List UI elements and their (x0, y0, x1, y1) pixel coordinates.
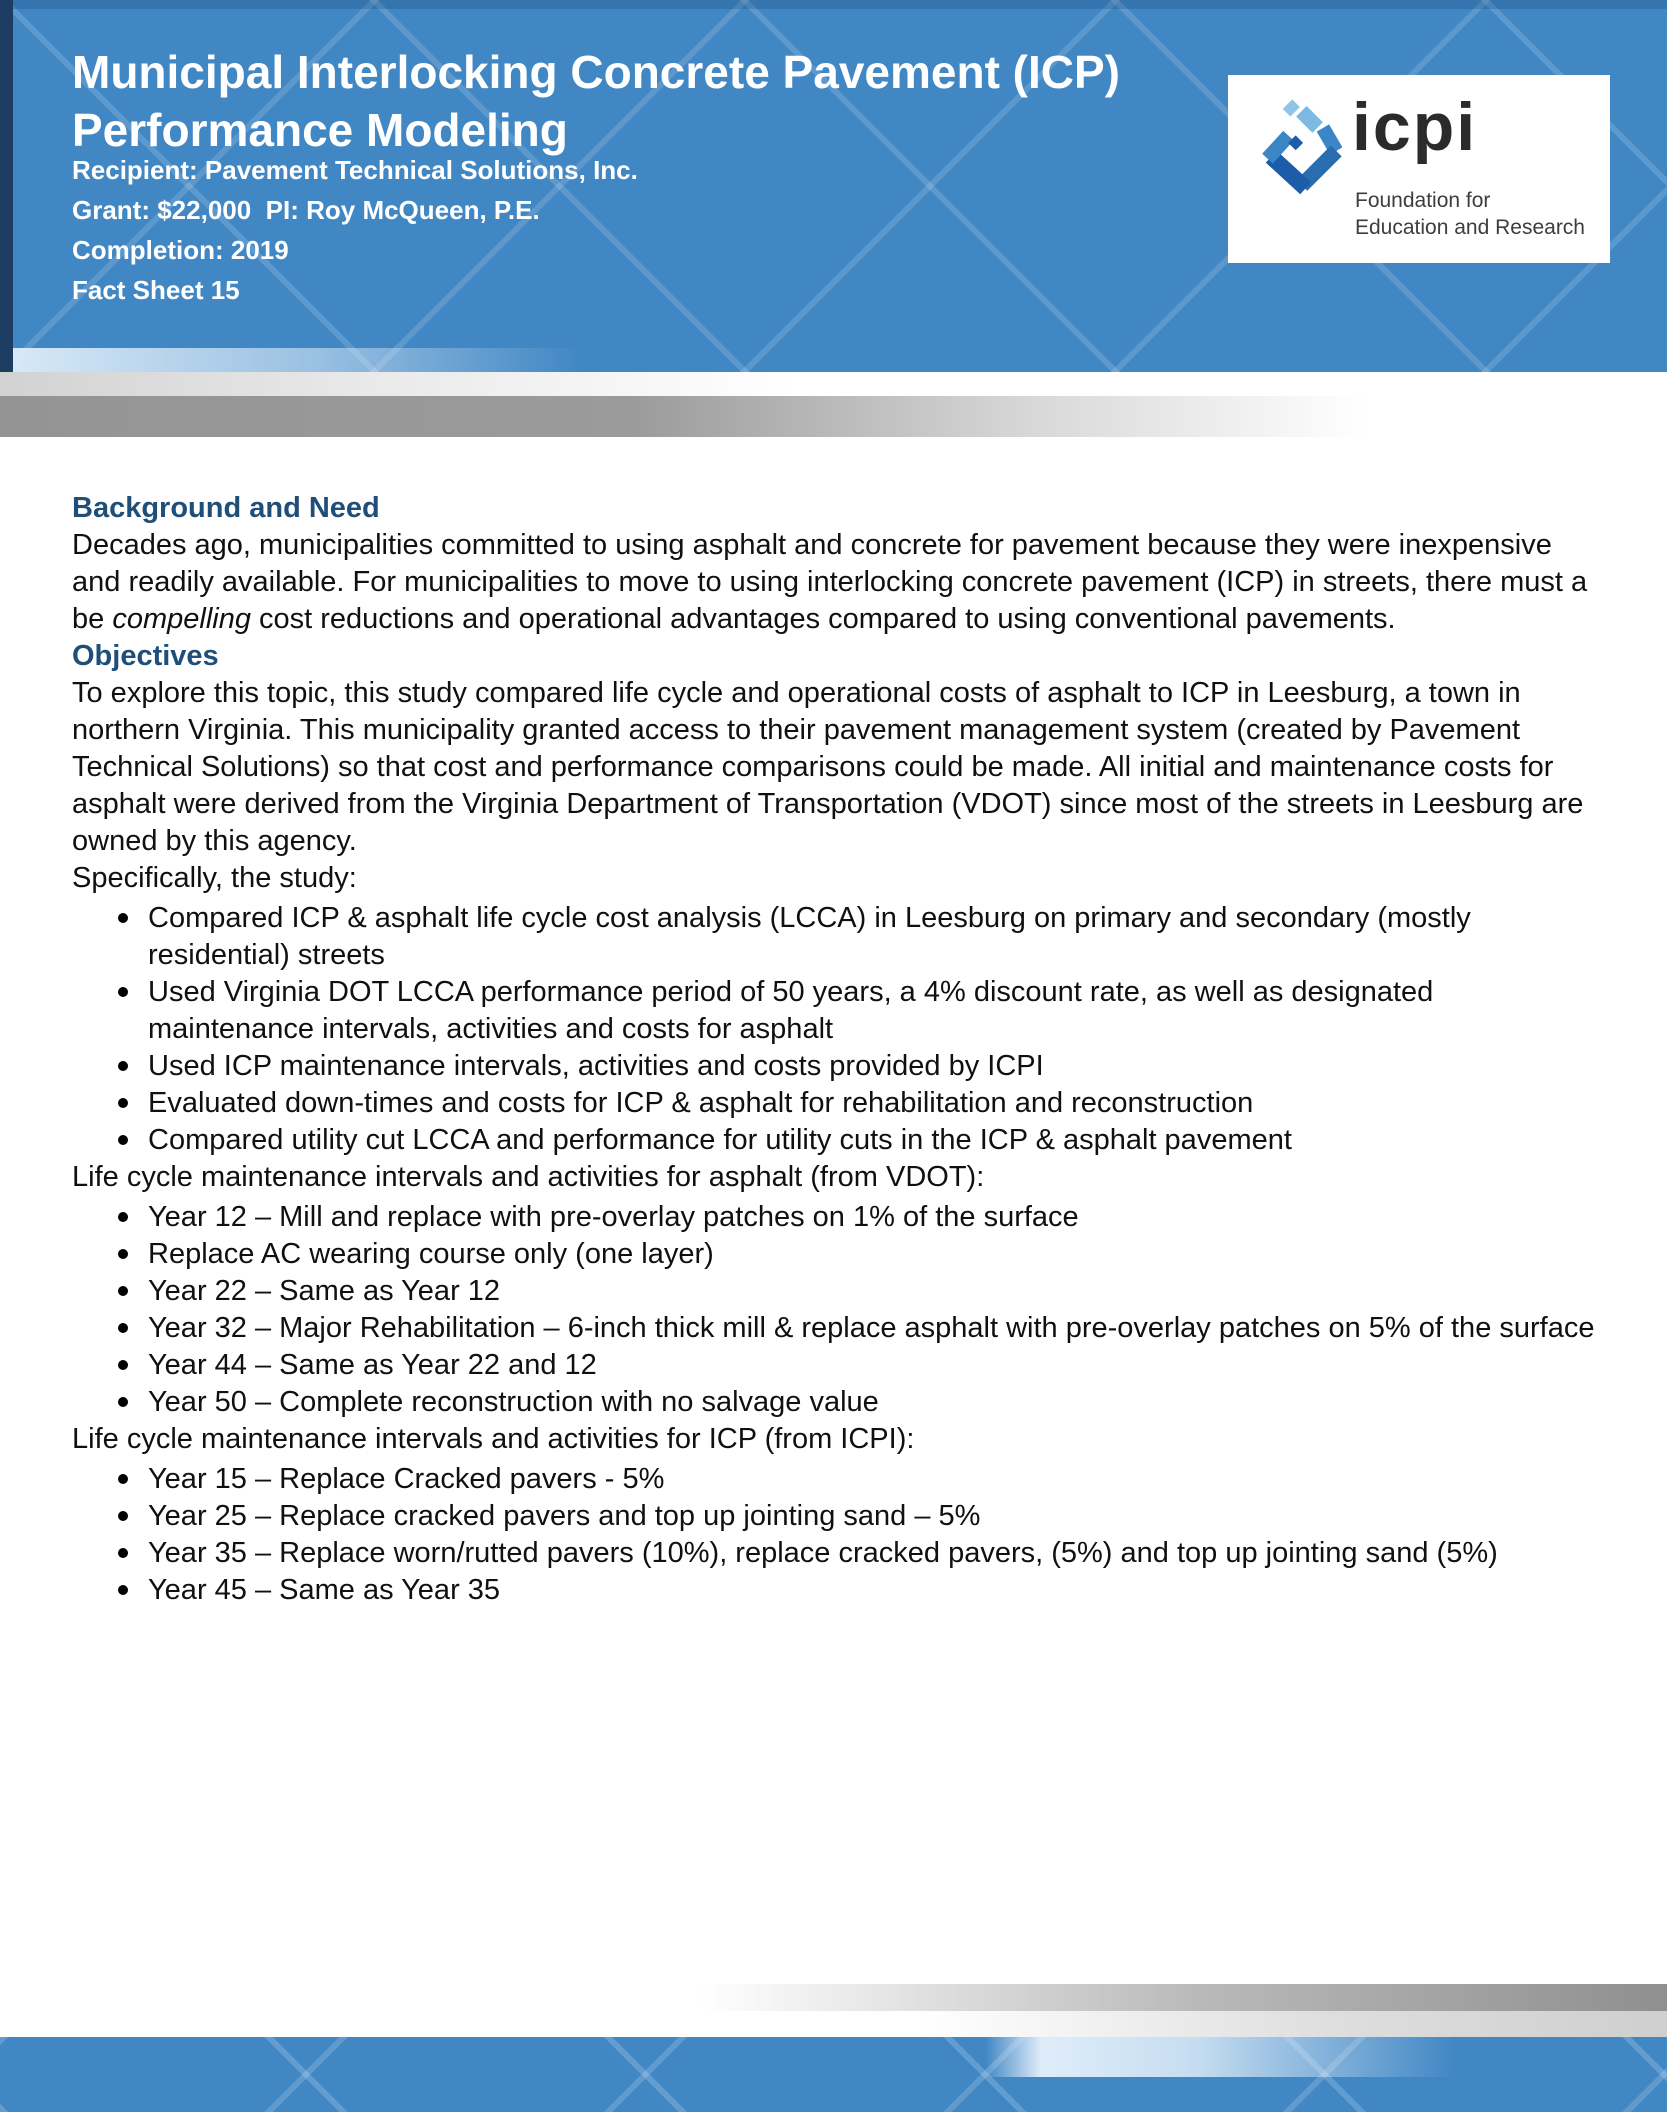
background-text-before: Decades ago, municipalities committed to using asphalt and concrete for pavement because they were inexpensive and readily available. For municipalities to move to using interlocking concrete pavement (ICP) in streets, there must a be (72, 529, 1588, 635)
icpi-tagline (1355, 187, 1585, 241)
list-item: Compared ICP & asphalt life cycle cost analysis (LCCA) in Leesburg on primary and secondary (mostly residential) streets (72, 900, 1595, 974)
header-top-edge (0, 0, 1667, 9)
completion-line: Completion: 2019 (72, 235, 289, 265)
document-body (72, 490, 1595, 1609)
study-bullet-list (72, 900, 1595, 1159)
top-divider-dark-band (0, 396, 1667, 437)
header-bottom-highlight (0, 348, 580, 372)
page-title: Municipal Interlocking Concrete Pavement (ICP) Performance Modeling (72, 45, 1120, 156)
fact-sheet-line: Fact Sheet 15 (72, 275, 240, 305)
recipient-line: Recipient: Pavement Technical Solutions, Inc. (72, 155, 638, 185)
icpi-diamond-icon (1256, 91, 1342, 209)
asphalt-intervals-intro: Life cycle maintenance intervals and activities for asphalt (from VDOT): (72, 1161, 985, 1193)
background-paragraph (72, 527, 1595, 638)
list-item: Year 32 – Major Rehabilitation – 6-inch thick mill & replace asphalt with pre-overlay patches on 5% of the surface (72, 1310, 1595, 1347)
asphalt-bullet-list (72, 1199, 1595, 1421)
header-banner (0, 0, 1667, 372)
bottom-divider-light-band (0, 2011, 1667, 2037)
list-item: Year 44 – Same as Year 22 and 12 (72, 1347, 1595, 1384)
icpi-wordmark: icpi (1352, 89, 1478, 165)
bottom-divider-dark-band (0, 1984, 1667, 2011)
list-item: Used ICP maintenance intervals, activities and costs provided by ICPI (72, 1048, 1595, 1085)
list-item: Year 12 – Mill and replace with pre-overlay patches on 1% of the surface (72, 1199, 1595, 1236)
section-heading-objectives: Objectives (72, 640, 219, 672)
background-text-italic: compelling (112, 603, 251, 635)
icp-intervals-intro: Life cycle maintenance intervals and activities for ICP (from ICPI): (72, 1423, 915, 1455)
background-text-after: cost reductions and operational advantages compared to using conventional pavements. (250, 603, 1396, 635)
footer-banner (0, 2037, 1667, 2112)
left-accent-strip (0, 0, 13, 372)
section-heading-background: Background and Need (72, 492, 380, 524)
list-item: Year 25 – Replace cracked pavers and top up jointing sand – 5% (72, 1498, 1595, 1535)
list-item: Year 35 – Replace worn/rutted pavers (10%), replace cracked pavers, (5%) and top up jointing sand (5%) (72, 1535, 1595, 1572)
footer-highlight (985, 2037, 1455, 2077)
list-item: Used Virginia DOT LCCA performance period of 50 years, a 4% discount rate, as well as designated maintenance intervals, activities and costs for asphalt (72, 974, 1595, 1048)
list-item: Replace AC wearing course only (one layer) (72, 1236, 1595, 1273)
list-item: Year 22 – Same as Year 12 (72, 1273, 1595, 1310)
icpi-tagline-line1: Foundation for (1355, 189, 1491, 212)
list-item: Year 45 – Same as Year 35 (72, 1572, 1595, 1609)
list-item: Evaluated down-times and costs for ICP & asphalt for rehabilitation and reconstruction (72, 1085, 1595, 1122)
icp-bullet-list (72, 1461, 1595, 1609)
objectives-paragraph: To explore this topic, this study compared life cycle and operational costs of asphalt to ICP in Leesburg, a town in northern Virginia. This municipality granted access to their pavement management system (created by Pavement Technical Solutions) so that cost and performance comparisons could be made. All initial and maintenance costs for asphalt were derived from the Virginia Department of Transportation (VDOT) since most of the streets in Leesburg are owned by this agency. (72, 677, 1584, 857)
bottom-divider-bar (0, 1984, 1667, 2037)
study-intro: Specifically, the study: (72, 862, 357, 894)
icpi-logo (1228, 75, 1610, 263)
top-divider-light-band (0, 372, 1667, 396)
list-item: Year 15 – Replace Cracked pavers - 5% (72, 1461, 1595, 1498)
icpi-tagline-line2: Education and Research (1355, 216, 1585, 239)
grant-line: Grant: $22,000 PI: Roy McQueen, P.E. (72, 195, 540, 225)
header-meta (72, 150, 638, 310)
list-item: Year 50 – Complete reconstruction with no salvage value (72, 1384, 1595, 1421)
top-divider-bar (0, 372, 1667, 437)
list-item: Compared utility cut LCCA and performance for utility cuts in the ICP & asphalt pavement (72, 1122, 1595, 1159)
